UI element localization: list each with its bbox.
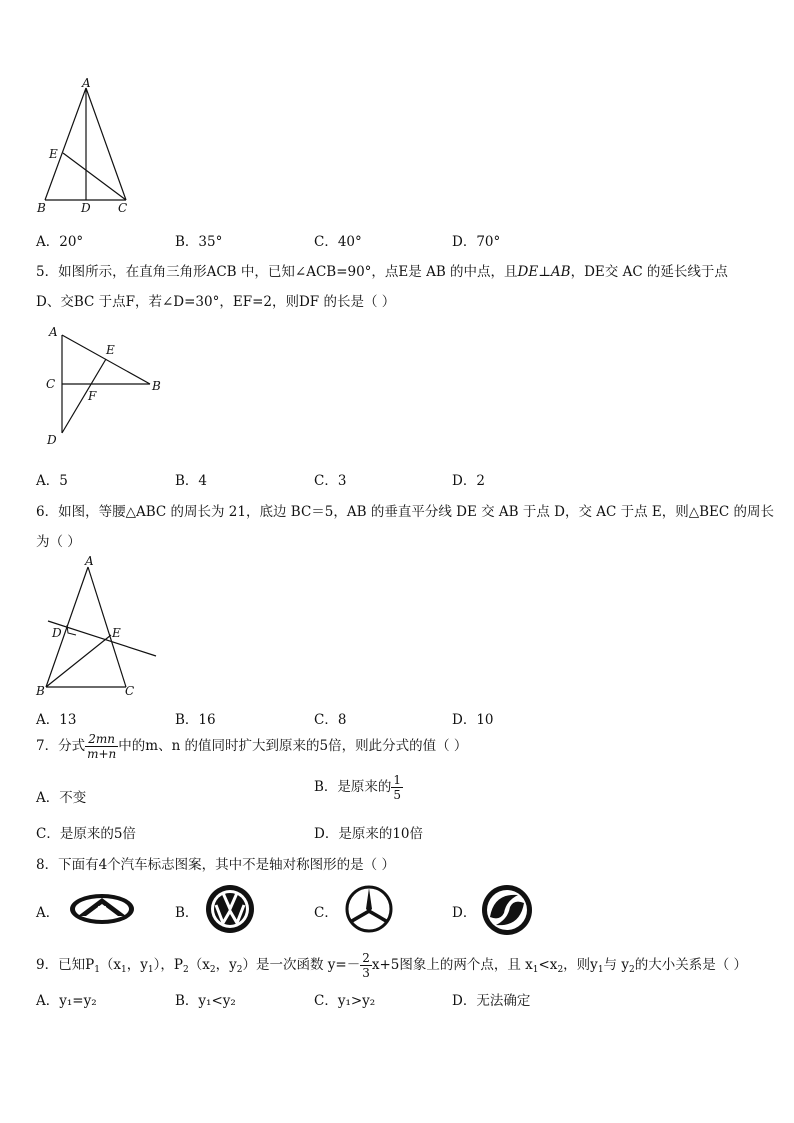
q9-s3: 1: [147, 965, 154, 975]
q7-option-b-num: 1: [393, 773, 402, 787]
q4-option-d[interactable]: D．70°: [452, 234, 501, 250]
q6-option-a[interactable]: A．13: [36, 712, 77, 728]
q4-label-c: C: [118, 201, 128, 215]
q9-t1: 9．已知P: [36, 957, 95, 973]
q7-stem: [36, 732, 467, 761]
q9-t3: ，y: [126, 957, 148, 973]
infiniti-logo-icon[interactable]: [68, 890, 136, 928]
q7-option-b[interactable]: [314, 773, 403, 802]
q9-t5: （x: [188, 957, 210, 973]
q9-s8: 1: [532, 965, 539, 975]
q6-option-c[interactable]: C．8: [314, 712, 347, 728]
q5-stem-math: DE⊥AB: [517, 264, 571, 280]
q9-t2: （x: [99, 957, 122, 973]
q9-t6: ，y: [215, 957, 237, 973]
q5-stem-line1: [36, 260, 728, 280]
q5-label-e: E: [106, 343, 115, 357]
q9-s5: 2: [209, 965, 216, 975]
q9-t9: <x: [538, 957, 558, 973]
q9-s11: 2: [628, 965, 635, 975]
q6-label-d: D: [52, 626, 62, 640]
q9-s9: 2: [557, 965, 564, 975]
q9-option-a[interactable]: A．y₁=y₂: [36, 993, 97, 1009]
q9-option-b[interactable]: B．y₁<y₂: [175, 993, 236, 1009]
q6-label-a: A: [85, 554, 94, 568]
q7-frac-den: m+n: [87, 747, 117, 761]
q5-option-d[interactable]: D．2: [452, 473, 485, 489]
q9-t7: ）是一次函数 y=－: [242, 957, 361, 973]
q8-option-d-label[interactable]: D．: [452, 905, 477, 921]
q5-stem-text-end: ，DE交 AC 的延长线于点: [570, 264, 728, 280]
q6-label-b: B: [36, 684, 45, 698]
mercedes-logo-icon[interactable]: [344, 884, 394, 934]
q4-option-b[interactable]: B．35°: [175, 234, 223, 250]
q5-label-f: F: [88, 389, 97, 403]
q8-stem: 8．下面有4个汽车标志图案，其中不是轴对称图形的是（ ）: [36, 857, 395, 873]
q7-option-d[interactable]: D．是原来的10倍: [314, 826, 424, 842]
q6-option-d[interactable]: D．10: [452, 712, 494, 728]
q5-option-c[interactable]: C．3: [314, 473, 347, 489]
q7-option-b-fraction: [391, 773, 403, 802]
q5-stem-line2: D、交BC 于点F，若∠D=30°，EF=2，则DF 的长是（ ）: [36, 294, 396, 310]
q9-t8: x+5图象上的两个点，且 x: [371, 957, 533, 973]
q9-t11: 与 y: [603, 957, 629, 973]
q4-label-a: A: [82, 76, 91, 90]
q5-label-a: A: [49, 325, 58, 339]
q6-label-c: C: [125, 684, 135, 698]
q5-stem-text: 5．如图所示，在直角三角形ACB 中，已知∠ACB=90°，点E是 AB 的中点，且: [36, 264, 518, 280]
q5-option-b[interactable]: B．4: [175, 473, 208, 489]
q9-stem: [36, 951, 747, 980]
q7-option-c[interactable]: C．是原来的5倍: [36, 826, 136, 842]
q4-label-b: B: [37, 201, 46, 215]
q7-fraction: [85, 732, 118, 761]
q9-s4: 2: [183, 965, 189, 975]
q9-t10: ，则y: [563, 957, 598, 973]
q9-option-c[interactable]: C．y₁>y₂: [314, 993, 376, 1009]
q6-stem-line2: 为（ ）: [36, 534, 81, 550]
q9-s1: 1: [94, 965, 100, 975]
q4-label-d: D: [81, 201, 91, 215]
q9-frac-den: 3: [362, 966, 370, 980]
q5-label-c: C: [46, 377, 56, 391]
q9-frac-num: 2: [362, 951, 370, 965]
q6-label-e: E: [112, 626, 121, 640]
q7-option-b-den: 5: [393, 788, 402, 802]
q6-isosceles-figure: [34, 553, 164, 698]
q4-option-c[interactable]: C．40°: [314, 234, 362, 250]
q7-prefix: 7．分式: [36, 738, 86, 754]
q7-option-b-text: B．是原来的: [314, 779, 392, 795]
q8-option-a-label[interactable]: A．: [36, 905, 60, 921]
q5-option-a[interactable]: A．5: [36, 473, 68, 489]
q7-frac-num: 2mn: [85, 732, 118, 747]
q9-option-d[interactable]: D．无法确定: [452, 993, 531, 1009]
q7-suffix: 中的m、n 的值同时扩大到原来的5倍，则此分式的值（ ）: [118, 738, 468, 754]
q4-label-e: E: [49, 147, 58, 161]
q8-option-b-label[interactable]: B．: [175, 905, 199, 921]
q8-option-c-label[interactable]: C．: [314, 905, 338, 921]
q9-s2: 1: [121, 965, 127, 975]
q9-t12: 的大小关系是（ ）: [634, 957, 747, 973]
q5-label-d: D: [47, 433, 57, 447]
q5-right-triangle-figure: [40, 325, 170, 450]
q9-s10: 1: [597, 965, 604, 975]
q4-option-a[interactable]: A．20°: [36, 234, 84, 250]
q5-label-b: B: [152, 379, 161, 393]
dongfeng-logo-icon[interactable]: [480, 883, 534, 937]
q9-t4: ），P: [153, 957, 183, 973]
q7-option-a[interactable]: A．不变: [36, 790, 87, 806]
q9-s6: 2: [236, 965, 243, 975]
q6-option-b[interactable]: B．16: [175, 712, 216, 728]
q4-triangle-figure: [30, 78, 150, 218]
volkswagen-logo-icon[interactable]: [204, 883, 256, 935]
q9-fraction: [360, 951, 372, 980]
q6-stem-line1: 6．如图，等腰△ABC 的周长为 21，底边 BC＝5，AB 的垂直平分线 DE 交 AB 于点 D，交 AC 于点 E，则△BEC 的周长: [36, 504, 775, 520]
